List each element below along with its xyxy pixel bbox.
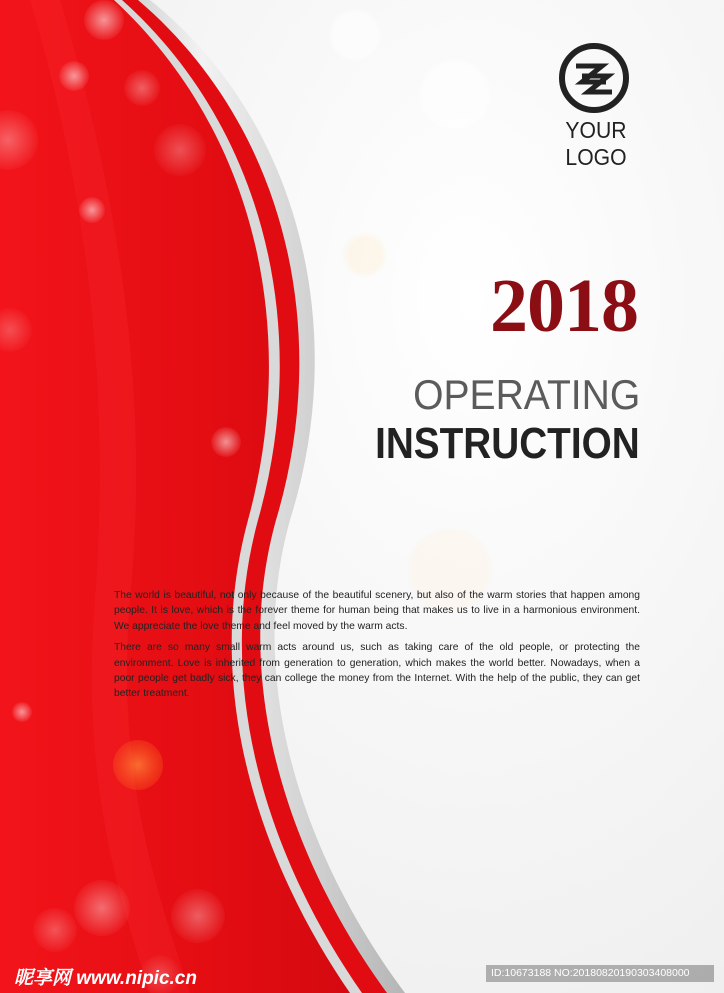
- bokeh-dot: [33, 908, 77, 952]
- cover-title-line1: OPERATING: [412, 371, 640, 418]
- bokeh-dot: [113, 740, 163, 790]
- body-paragraph-1: The world is beautiful, not only because of the beautiful scenery, but also of the warm stories that happen among people. It is love, which is the forever theme for human being that makes us to live in a harmonious environment. We appreciate the love theme and feel moved by the warm acts.: [114, 590, 640, 632]
- logo-text: YOUR LOGO: [565, 117, 627, 170]
- bokeh-dot: [211, 427, 241, 457]
- zz-zigzag-logo-icon: [558, 42, 630, 114]
- body-paragraph-2: There are so many small warm acts around us, such as taking care of the old people, or protecting the environment. Love is inherited from generation to generation, which makes the world better. Nowadays, when a poor people get badly sick, they can college the money from the Internet. With the help of the public, they can get better treatment.: [114, 642, 640, 700]
- bokeh-dot: [74, 880, 130, 936]
- body-text: [114, 588, 640, 708]
- bokeh-dot: [84, 0, 124, 40]
- bokeh-dot: [171, 889, 225, 943]
- cover-title-line2: INSTRUCTION: [375, 419, 640, 468]
- cover-year: 2018: [490, 264, 638, 348]
- site-watermark: 昵享网 www.nipic.cn: [14, 968, 197, 989]
- image-id-watermark: ID:10673188 NO:20180820190303408000: [486, 965, 714, 982]
- bokeh-dot: [59, 61, 89, 91]
- bokeh-dot: [124, 70, 160, 106]
- bokeh-dot: [12, 702, 32, 722]
- bokeh-dot: [79, 197, 105, 223]
- bokeh-dot: [154, 124, 206, 176]
